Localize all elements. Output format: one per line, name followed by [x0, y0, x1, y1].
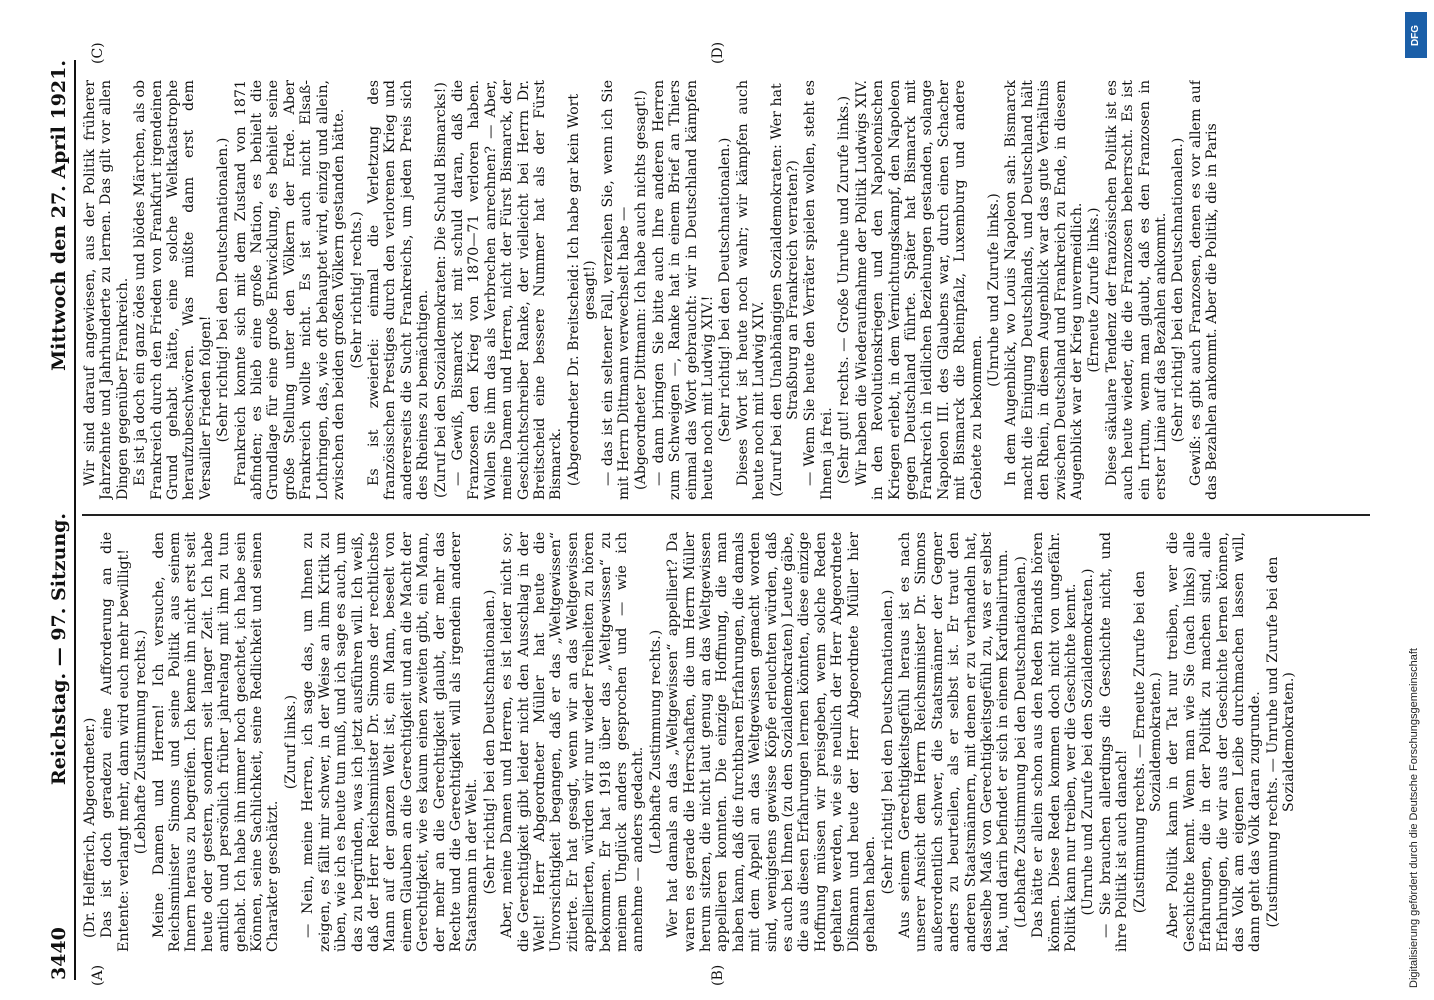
- paragraph: Es ist ja doch ein ganz ödes und blödes Märchen, als ob Frankreich durch den Frieden von Frankfurt irgendeinen Grund gehabt hätte, eine solche Weltkatastrophe heraufzubeschwören. Was müßte dann erst dem Versailler Frieden folgen!: [132, 80, 214, 500]
- paragraph: Das hätte er allein schon aus den Reden Briands hören können. Diese Reden kommen doch nicht von ungefähr. Politik kann nur treiben, wer die Geschichte kennt.: [1030, 532, 1079, 952]
- interjection: (Zuruf bei den Unabhängigen Sozialdemokraten: Wer hat Straßburg an Frankreich verraten?): [768, 83, 802, 497]
- paragraph: — Wenn Sie heute den Verräter spielen wollen, steht es Ihnen ja frei.: [802, 80, 835, 500]
- interjection: (Unruhe und Zurufe links.): [985, 193, 1002, 387]
- paragraph: — Gewiß, Bismarck ist mit schuld daran, daß die Franzosen den Krieg von 1870—71 verloren haben. Wollen Sie ihm das als Verbrechen anrechnen? — Aber, meine Damen und Herren, nicht der Fürst Bismarck, der Geschichtschreiber Ranke, der vielleicht bei Herrn Dr. Breitscheid eine bessere Nummer hat als der Fürst Bismarck.: [449, 80, 565, 500]
- page-number: 3440: [48, 927, 70, 980]
- session-date: Mittwoch den 27. April 1921.: [48, 60, 70, 371]
- interjection: (Lebhafte Zustimmung rechts.): [647, 629, 664, 855]
- right-text-column: [82, 80, 1370, 500]
- paragraph: Diese säkulare Tendenz der französischen Politik ist es auch heute wieder, die die Franzosen beherrscht. Es ist ein Irrtum, wenn man glaubt, daß es den Franzosen in erster Linie auf das Bezahlen ankommt.: [1103, 80, 1169, 500]
- interjection: (Sehr richtig! bei den Deutschnationalen.): [717, 137, 734, 443]
- interjection: (Sehr gut! rechts. — Große Unruhe und Zurufe links.): [836, 95, 853, 485]
- margin-marker-b: (B): [710, 964, 726, 986]
- session-title: Reichstag. — 97. Sitzung.: [48, 512, 70, 786]
- margin-marker-c: (C): [90, 42, 106, 64]
- document-page: [20, 20, 1400, 1000]
- interjection: (Zuruf bei den Sozialdemokraten: Die Schuld Bismarcks!): [432, 82, 449, 498]
- paragraph: Aus seinem Gerechtigkeitsgefühl heraus ist es nach unserer Ansicht dem Herrn Reichsminister Dr. Simons außerordentlich schwer, die Staatsmänner der Gegner anders zu beurteilen, als er selbst ist. Er traut den anderen Staatsmännern, mit denen er zu verhandeln hat, dasselbe Maß von Gerechtigkeitsgefühl zu, was er selbst hat, und darin befindet er sich in einem Kardinalirrtum.: [896, 532, 1012, 952]
- margin-marker-a: (A): [90, 964, 106, 986]
- interjection: (Unruhe und Zurufe bei den Sozialdemokraten.): [1080, 568, 1097, 916]
- paragraph: — dann bringen Sie bitte auch Ihre anderen Herren zum Schweigen —, Ranke hat in einem Brief an Thiers einmal das Wort gebraucht: wir in Deutschland kämpfen heute noch mit Ludwig XIV.!: [650, 80, 717, 500]
- margin-marker-d: (D): [710, 41, 726, 64]
- paragraph: Meine Damen und Herren! Ich versuche, den Reichsminister Simons und seine Politik aus seinem Innern heraus zu begreifen. Ich kenne ihn nicht erst seit heute oder gestern, sondern seit langer Zeit. Ich habe amtlich und persönlich früher jahrelang mit ihm zu tun gehabt. Ich habe ihn immer hoch geachtet, ich habe sein Können, seine Sachlichkeit, seine Redlichkeit und seinen Charakter geschätzt.: [150, 532, 282, 952]
- credit-text: Digitalisierung gefördert durch die Deutsche Forschungsgemeinschaft: [1408, 648, 1420, 988]
- interjection: (Zustimmung rechts. — Unruhe und Zurufe bei den Sozialdemokraten.): [1264, 556, 1298, 928]
- interjection: (Lebhafte Zustimmung rechts.): [133, 629, 150, 855]
- interjection: (Erneute Zurufe links.): [1086, 207, 1103, 373]
- paragraph: Frankreich konnte sich mit dem Zustand von 1871 abfinden; es blieb eine große Nation, es behielt die Grundlage für eine große Entwicklung, es behielt seine große Stellung unter den Völkern der Erde. Aber Frankreich wollte nicht. Es ist auch nicht Elsaß-Lothringen, das, wie oft behauptet wird, einzig und allein, zwischen den beiden großen Völkern gestanden hätte.: [232, 80, 348, 500]
- interjection: (Sehr richtig! bei den Deutschnationalen.): [215, 137, 232, 443]
- paragraph: Das ist doch geradezu eine Aufforderung an die Entente: verlangt mehr, dann wird euch mehr bewilligt!: [99, 532, 132, 952]
- interjection: (Sehr richtig! bei den Deutschnationalen.): [879, 589, 896, 895]
- interjection: (Sehr richtig! bei den Deutschnationalen.): [481, 589, 498, 895]
- paragraph: — Nein, meine Herren, ich sage das, um Ihnen zu zeigen, es fällt mir schwer, in der Weise an ihm Kritik zu üben, wie ich es heute tun muß, und ich sage es auch, um das zu begründen, was ich jetzt ausführen will. Ich weiß, daß der Herr Reichsminister Dr. Simons der rechtlichste Mann auf der ganzen Welt ist, ein Mann, beseelt von einem Glauben an die Gerechtigkeit und an die Macht der Gerechtigkeit, wie es kaum einen zweiten gibt, ein Mann, der mehr an die Gerechtigkeit glaubt, der mehr das Rechte und die Gerechtigkeit will als irgendein anderer Staatsmann in der Welt.: [300, 532, 481, 952]
- paragraph: — das ist ein seltener Fall, verzeihen Sie, wenn ich Sie mit Herrn Dittmann verwechselt habe —: [599, 80, 632, 500]
- paragraph: Wir haben die Wiederaufnahme der Politik Ludwigs XIV. in den Revolutionskriegen und den Napoleonischen Kriegen erlebt, in dem Vernichtungskampf, den Napoleon gegen Deutschland führte. Später hat Bismarck mit Frankreich in leidlichen Beziehungen gestanden, solange Napoleon III. des Glaubens war, durch einen Schacher mit Bismarck die Rheinpfalz, Luxemburg und andere Gebiete zu bekommen.: [853, 80, 985, 500]
- interjection: (Abgeordneter Dr. Breitscheid: Ich habe gar kein Wort gesagt!): [565, 93, 599, 487]
- dfg-logo: DFG: [1405, 12, 1427, 58]
- page-header: [40, 60, 76, 980]
- paragraph: Wer hat damals an das „Weltgewissen“ appelliert? Da waren es gerade die Herrschaften, die um Herrn Müller herum sitzen, die nicht laut genug an das Weltgewissen appellieren konnten. Die einzige Hoffnung, die man haben kann, daß die furchtbaren Erfahrungen, die damals mit dem Appell an das Weltgewissen gemacht worden sind, wenigstens gewisse Köpfe erleuchten würden, daß es auch bei Ihnen (zu den Sozialdemokraten) Leute gäbe, die aus diesen Erfahrungen lernen könnten, diese einzige Hoffnung müssen wir preisgeben, wenn solche Reden gehalten werden, wie sie neulich der Herr Abgeordnete Dißmann und heute der Herr Abgeordnete Müller hier gehalten haben.: [665, 532, 879, 952]
- paragraph: — Sie brauchen allerdings die Geschichte nicht, und ihre Politik ist auch danach!: [1097, 532, 1131, 952]
- paragraph: (Dr. Helfferich, Abgeordneter.): [82, 717, 98, 938]
- interjection: (Zuruf links.): [282, 694, 299, 790]
- paragraph: Gewiß: es gibt auch Franzosen, denen es vor allem auf das Bezahlen ankommt. Aber die Politik, die in Paris: [1187, 80, 1221, 500]
- paragraph: Dieses Wort ist heute noch wahr; wir kämpfen auch heute noch mit Ludwig XIV.: [734, 80, 768, 500]
- column-divider: [82, 514, 1370, 516]
- interjection: (Sehr richtig! rechts.): [348, 211, 365, 369]
- interjection: (Zustimmung rechts. — Erneute Zurufe bei den Sozialdemokraten.): [1131, 570, 1164, 914]
- paragraph: Aber, meine Damen und Herren, es ist leider nicht so; die Gerechtigkeit gibt leider nicht den Ausschlag in der Welt! Herr Abgeordneter Müller hat heute die Unvorsichtigkeit begangen, daß er das „Weltgewissen“ zitierte. Er hat gesagt, wenn wir an das Weltgewissen appellierten, würden wir nur wieder Freiheiten zu hören bekommen. Er hat 1918 über das „Weltgewissen“ zu meinem Unglück anders gesprochen und — wie ich annehme — anders gedacht.: [499, 532, 647, 952]
- paragraph: Aber Politik kann in der Tat nur treiben, wer die Geschichte kennt. Wenn man wie Sie (nach links) alle Erfahrungen, die in der Politik zu machen sind, alle Erfahrungen, die wir aus der Geschichte lernen können, das Volk am eigenen Leibe durchmachen lassen will, dann geht das Volk daran zugrunde.: [1165, 532, 1264, 952]
- interjection: (Abgeordneter Dittmann: Ich habe auch nichts gesagt!): [633, 90, 650, 490]
- interjection: (Lebhafte Zustimmung bei den Deutschnationalen.): [1012, 556, 1029, 928]
- digitization-credit: [1402, 12, 1430, 988]
- paragraph: Wir sind darauf angewiesen, aus der Politik früherer Jahrzehnte und Jahrhunderte zu lernen. Das gilt vor allen Dingen gegenüber Frankreich.: [82, 80, 131, 500]
- paragraph: In dem Augenblick, wo Louis Napoleon sah: Bismarck macht die Einigung Deutschlands, und Deutschland hält den Rhein, in diesem Augenblick war das gute Verhältnis zwischen Deutschland und Frankreich zu Ende, in diesem Augenblick war der Krieg unvermeidlich.: [1003, 80, 1085, 500]
- paragraph: Es ist zweierlei: einmal die Verletzung des französischen Prestiges durch den verlorenen Krieg und andererseits die Sucht Frankreichs, um jeden Preis sich des Rheines zu bemächtigen.: [365, 80, 432, 500]
- left-text-column: [82, 532, 1370, 952]
- interjection: (Sehr richtig! bei den Deutschnationalen.): [1170, 137, 1187, 443]
